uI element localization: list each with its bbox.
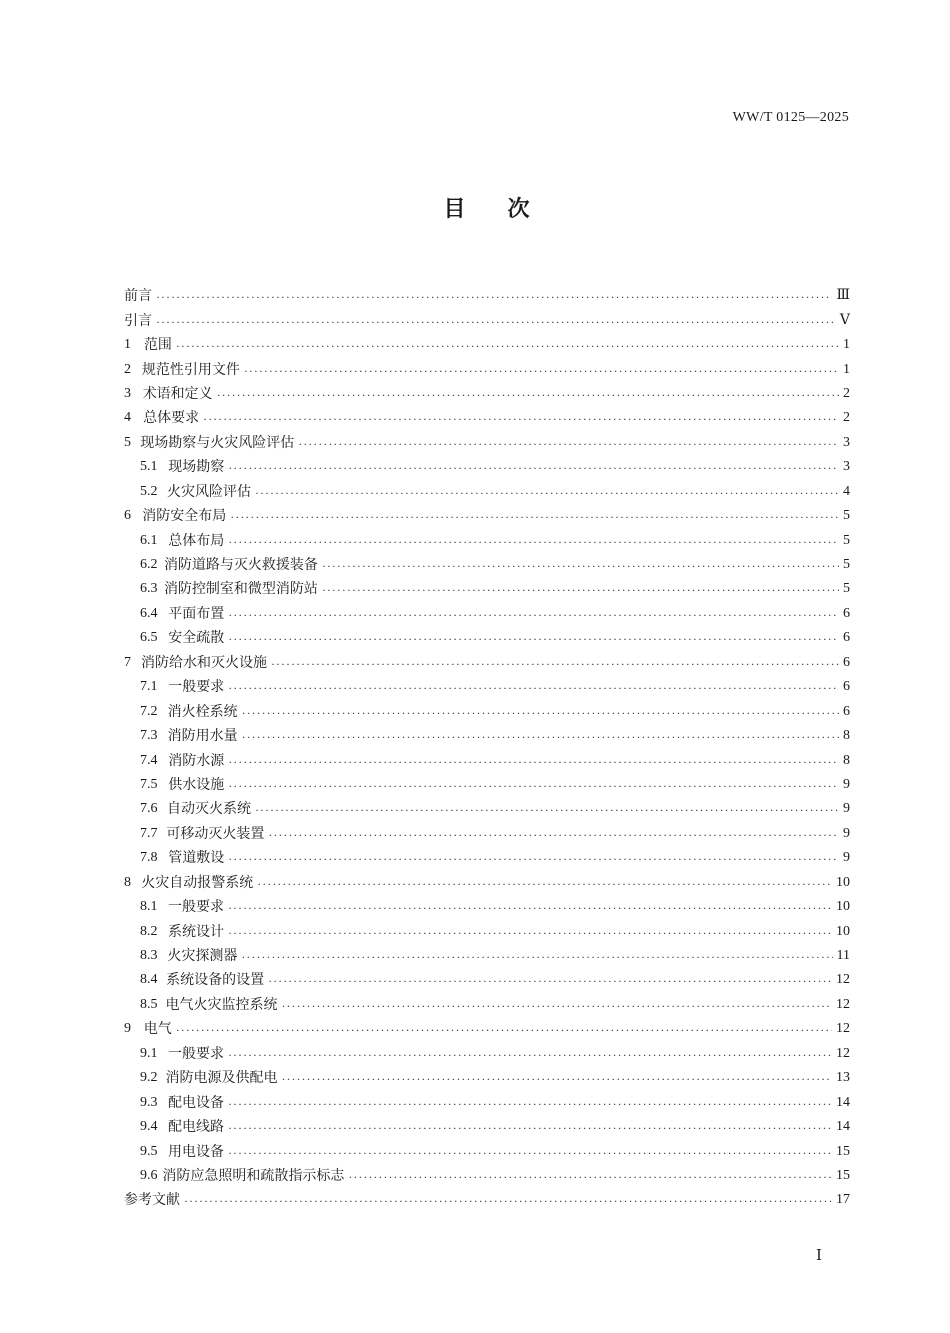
toc-entry-title: 现场勘察与火灾风险评估: [140, 434, 295, 451]
toc-entry-title: 消防应急照明和疏散指示标志: [162, 1167, 345, 1184]
toc-entry[interactable]: [124, 626, 850, 650]
toc-leader-dots: [228, 780, 839, 792]
toc-entry-page: 10: [836, 899, 850, 915]
toc-leader-dots: [228, 609, 839, 621]
toc-entry-number: 7.2: [140, 703, 158, 719]
toc-entry-title: 消防用水量: [167, 728, 238, 745]
toc-entry[interactable]: [124, 333, 850, 357]
toc-entry-title: 消火栓系统: [167, 703, 238, 720]
toc-entry[interactable]: [124, 968, 850, 992]
toc-entry[interactable]: [124, 699, 850, 723]
toc-entry[interactable]: [124, 871, 850, 895]
toc-leader-dots: [228, 1049, 832, 1061]
toc-entry-number: 7: [124, 654, 131, 670]
toc-leader-dots: [322, 560, 839, 572]
toc-entry-number: 6.4: [140, 605, 158, 621]
toc-entry-number: 7.1: [140, 679, 158, 695]
toc-entry-page: 14: [836, 1119, 850, 1135]
toc-entry-number: 9: [124, 1021, 131, 1037]
toc-leader-dots: [228, 853, 839, 865]
toc-entry-number: 8: [124, 874, 131, 890]
toc-entry[interactable]: [124, 846, 850, 870]
toc-entry[interactable]: [124, 577, 850, 601]
toc-entry-page: 2: [843, 385, 850, 401]
toc-leader-dots: [255, 487, 839, 499]
toc-entry[interactable]: [124, 895, 850, 919]
toc-entry-page: 8: [843, 728, 850, 744]
toc-leader-dots: [228, 536, 839, 548]
toc-entry-page: 9: [843, 776, 850, 792]
toc-entry-title: 安全疏散: [168, 630, 225, 647]
toc-entry-page: 5: [843, 508, 850, 524]
toc-entry[interactable]: [124, 993, 850, 1017]
toc-entry-title: 消防控制室和微型消防站: [163, 581, 318, 598]
toc-entry-page: 15: [836, 1167, 850, 1183]
toc-entry-title: 消防水源: [168, 752, 225, 769]
toc-entry[interactable]: [124, 528, 850, 552]
toc-entry-number: 9.4: [140, 1119, 158, 1135]
toc-entry-title: 可移动灭火装置: [166, 825, 265, 842]
toc-entry-title: 总体布局: [168, 532, 225, 549]
toc-leader-dots: [228, 927, 832, 939]
page-title: [0, 192, 950, 223]
toc-entry[interactable]: [124, 284, 850, 308]
toc-leader-dots: [255, 804, 839, 816]
toc-leader-dots: [217, 389, 839, 401]
toc-entry-page: 12: [836, 1045, 850, 1061]
toc-entry-title: 一般要求: [168, 679, 225, 696]
toc-entry[interactable]: [124, 455, 850, 479]
toc-entry[interactable]: [124, 944, 850, 968]
toc-entry[interactable]: [124, 357, 850, 381]
toc-entry-title: 一般要求: [167, 899, 224, 916]
toc-entry-number: 3: [124, 385, 131, 401]
toc-entry-page: 10: [836, 923, 850, 939]
toc-entry[interactable]: [124, 406, 850, 430]
toc-entry-page: 5: [843, 532, 850, 548]
toc-entry[interactable]: [124, 382, 850, 406]
page-number: Ⅰ: [816, 1248, 822, 1264]
toc-entry[interactable]: [124, 602, 850, 626]
toc-entry-page: 1: [843, 361, 850, 377]
toc-entry-number: 1: [124, 337, 131, 353]
toc-leader-dots: [176, 1024, 832, 1036]
toc-entry-page: Ⅲ: [836, 288, 850, 304]
toc-entry-number: 7.5: [140, 776, 158, 792]
toc-entry-number: 6.1: [140, 532, 158, 548]
toc-entry[interactable]: [124, 919, 850, 943]
toc-entry[interactable]: [124, 724, 850, 748]
toc-entry-page: 5: [843, 581, 850, 597]
toc-entry[interactable]: [124, 1139, 850, 1163]
toc-leader-dots: [228, 1147, 832, 1159]
toc-entry-title: 消防道路与灭火救援装备: [163, 557, 318, 574]
toc-entry-page: 6: [843, 630, 850, 646]
toc-entry-number: 6.3: [140, 581, 158, 597]
toc-entry-title: 前言: [124, 288, 152, 305]
standard-code: WW/T 0125—2025: [732, 110, 849, 125]
toc-leader-dots: [241, 951, 832, 963]
toc-entry[interactable]: [124, 431, 850, 455]
toc-entry[interactable]: [124, 748, 850, 772]
toc-entry[interactable]: [124, 822, 850, 846]
toc-entry-title: 范围: [143, 337, 172, 354]
toc-entry-title: 火灾风险评估: [167, 483, 252, 500]
toc-leader-dots: [348, 1171, 832, 1183]
toc-entry-number: 9.1: [140, 1045, 158, 1061]
toc-leader-dots: [228, 1122, 832, 1134]
toc-entry-title: 配电设备: [167, 1094, 224, 1111]
toc-entry-page: 3: [843, 459, 850, 475]
toc-entry-number: 7.7: [140, 825, 158, 841]
toc-entry-number: 7.3: [140, 728, 158, 744]
toc-entry[interactable]: [124, 773, 850, 797]
toc-entry[interactable]: [124, 504, 850, 528]
toc-entry-page: 10: [836, 874, 850, 890]
table-of-contents: [124, 284, 850, 1213]
toc-entry-title: 规范性引用文件: [141, 361, 240, 378]
toc-entry-page: 6: [843, 703, 850, 719]
toc-entry-page: 17: [836, 1192, 850, 1208]
toc-entry[interactable]: [124, 1090, 850, 1114]
toc-entry-number: 8.2: [140, 923, 158, 939]
toc-entry-page: 9: [843, 850, 850, 866]
toc-entry-page: 11: [836, 948, 850, 964]
toc-entry-number: 9.3: [140, 1094, 158, 1110]
toc-leader-dots: [298, 438, 839, 450]
toc-leader-dots: [268, 975, 832, 987]
toc-entry-number: 7.4: [140, 752, 158, 768]
toc-entry-page: 1: [843, 337, 850, 353]
toc-leader-dots: [281, 1073, 832, 1085]
toc-entry-number: 9.2: [140, 1070, 158, 1086]
toc-entry-number: 5: [124, 434, 131, 450]
toc-entry-title: 电气火灾监控系统: [165, 996, 278, 1013]
toc-entry-title: 用电设备: [167, 1143, 224, 1160]
toc-leader-dots: [156, 316, 836, 328]
toc-entry[interactable]: [124, 308, 850, 332]
toc-leader-dots: [228, 756, 839, 768]
toc-entry[interactable]: [124, 553, 850, 577]
toc-leader-dots: [242, 731, 839, 743]
toc-leader-dots: [281, 1000, 832, 1012]
toc-entry-page: 6: [843, 654, 850, 670]
toc-entry-page: 12: [836, 972, 850, 988]
toc-entry-title: 消防电源及供配电: [165, 1070, 278, 1087]
toc-entry[interactable]: [124, 675, 850, 699]
toc-entry-number: 6: [124, 508, 131, 524]
toc-leader-dots: [257, 878, 832, 890]
toc-entry-page: 9: [843, 825, 850, 841]
toc-entry[interactable]: [124, 651, 850, 675]
toc-leader-dots: [228, 902, 832, 914]
toc-leader-dots: [230, 511, 839, 523]
page-title-part1: 目: [443, 197, 468, 222]
toc-entry[interactable]: [124, 1188, 850, 1212]
toc-entry-page: 6: [843, 679, 850, 695]
toc-entry-title: 总体要求: [143, 410, 200, 427]
toc-entry[interactable]: [124, 797, 850, 821]
toc-leader-dots: [228, 1098, 832, 1110]
toc-entry-title: 供水设施: [168, 776, 225, 793]
toc-entry-number: 9.5: [140, 1143, 158, 1159]
toc-entry[interactable]: [124, 1017, 850, 1041]
toc-entry-number: 8.3: [140, 948, 158, 964]
toc-leader-dots: [271, 658, 839, 670]
toc-entry-title: 消防给水和灭火设施: [141, 654, 268, 671]
toc-leader-dots: [244, 365, 839, 377]
toc-entry-title: 现场勘察: [168, 459, 225, 476]
toc-entry-number: 9.6: [140, 1167, 158, 1183]
toc-leader-dots: [228, 633, 839, 645]
toc-entry-number: 4: [124, 410, 131, 426]
toc-entry-number: 7.6: [140, 801, 158, 817]
toc-entry-page: 15: [836, 1143, 850, 1159]
toc-entry-title: 引言: [124, 312, 152, 329]
toc-leader-dots: [184, 1195, 832, 1207]
toc-entry-title: 系统设备的设置: [166, 972, 265, 989]
toc-entry-page: 8: [843, 752, 850, 768]
toc-entry-title: 火灾探测器: [167, 948, 238, 965]
toc-entry[interactable]: [124, 480, 850, 504]
toc-entry-page: 6: [843, 605, 850, 621]
toc-leader-dots: [228, 682, 839, 694]
toc-entry-page: Ⅴ: [839, 312, 850, 328]
toc-entry-number: 6.2: [140, 557, 158, 573]
toc-entry-page: 9: [843, 801, 850, 817]
toc-entry-page: 4: [843, 483, 850, 499]
toc-entry-number: 8.4: [140, 972, 158, 988]
toc-entry-number: 5.1: [140, 459, 158, 475]
toc-leader-dots: [242, 707, 839, 719]
toc-entry-page: 14: [836, 1094, 850, 1110]
toc-entry[interactable]: [124, 1042, 850, 1066]
toc-entry-number: 5.2: [140, 483, 158, 499]
toc-entry-title: 火灾自动报警系统: [141, 874, 254, 891]
toc-entry-page: 12: [836, 996, 850, 1012]
toc-entry-page: 13: [836, 1070, 850, 1086]
toc-leader-dots: [322, 584, 839, 596]
toc-entry[interactable]: [124, 1164, 850, 1188]
toc-entry-page: 2: [843, 410, 850, 426]
toc-leader-dots: [268, 829, 839, 841]
toc-entry[interactable]: [124, 1066, 850, 1090]
toc-entry-page: 5: [843, 557, 850, 573]
toc-entry-title: 平面布置: [168, 605, 225, 622]
toc-entry-title: 系统设计: [167, 923, 224, 940]
toc-leader-dots: [156, 291, 832, 303]
toc-entry-page: 12: [836, 1021, 850, 1037]
toc-entry-title: 配电线路: [167, 1119, 224, 1136]
toc-entry-title: 消防安全布局: [142, 508, 227, 525]
toc-entry-number: 6.5: [140, 630, 158, 646]
toc-entry-number: 8.1: [140, 899, 158, 915]
toc-entry-title: 电气: [143, 1021, 172, 1038]
toc-entry-page: 3: [843, 434, 850, 450]
toc-entry-title: 管道敷设: [168, 850, 225, 867]
toc-entry-title: 术语和定义: [142, 385, 213, 402]
toc-leader-dots: [176, 340, 839, 352]
page-title-part2: 次: [507, 197, 532, 222]
toc-leader-dots: [228, 462, 839, 474]
toc-entry-title: 自动灭火系统: [167, 801, 252, 818]
toc-entry-number: 7.8: [140, 850, 158, 866]
toc-entry-number: 8.5: [140, 996, 158, 1012]
toc-leader-dots: [203, 413, 839, 425]
toc-entry[interactable]: [124, 1115, 850, 1139]
toc-entry-number: 2: [124, 361, 131, 377]
toc-entry-title: 参考文献: [124, 1192, 180, 1209]
toc-entry-title: 一般要求: [167, 1045, 224, 1062]
